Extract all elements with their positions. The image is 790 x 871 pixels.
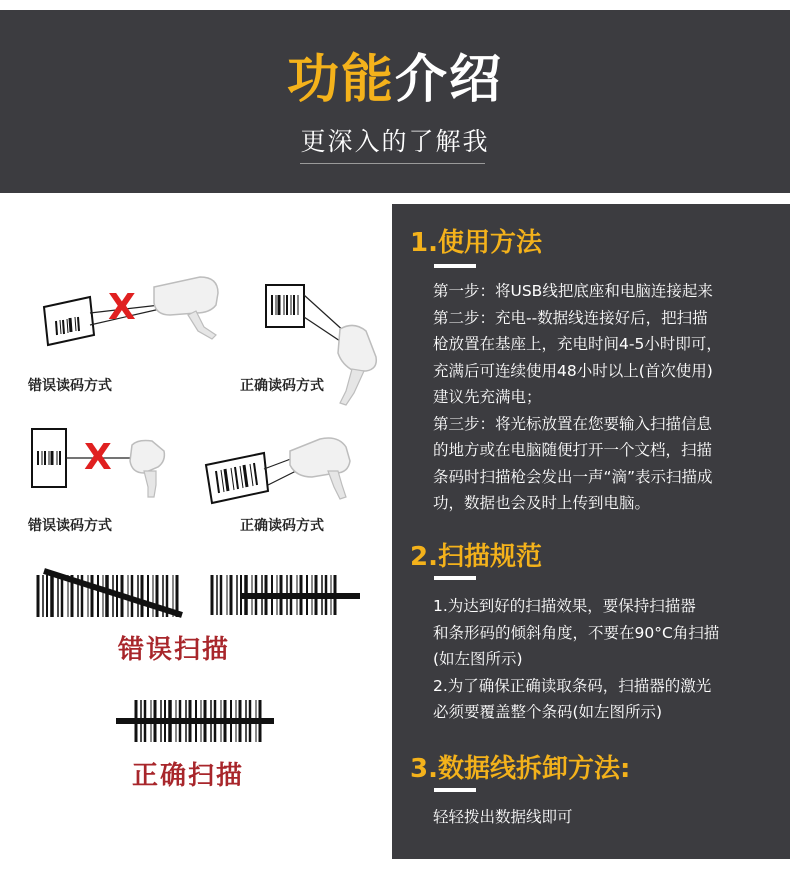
right-scan-barcode xyxy=(116,700,274,742)
section-2-line: 和条形码的倾斜角度，不要在90°C角扫描 xyxy=(433,623,720,642)
right-read-diagram-2 xyxy=(206,438,350,503)
illustration-area xyxy=(20,265,380,825)
section-2-title: 2.扫描规范 xyxy=(410,542,542,572)
section-1-line: 充满后可连续使用48小时以上(首次使用) xyxy=(433,361,713,380)
title-rest: 介绍 xyxy=(395,50,504,110)
section-1-line: 第三步：将光标放置在您要输入扫描信息 xyxy=(433,414,713,433)
caption-wrong-scan: 错误扫描 xyxy=(118,635,231,665)
section-3-line: 轻轻拨出数据线即可 xyxy=(433,808,573,826)
caption-right-read-2: 正确读码方式 xyxy=(240,518,324,534)
wrong-scan-barcode-2 xyxy=(212,575,360,615)
section-1-underline xyxy=(434,264,476,268)
illustration-drawing xyxy=(20,265,380,825)
section-2-line: 1.为达到好的扫描效果，要保持扫描器 xyxy=(433,597,696,615)
section-2-line: 必须要覆盖整个条码(如左图所示) xyxy=(433,703,663,721)
section-1-line: 条码时扫描枪会发出一声“滴”表示扫描成 xyxy=(433,467,713,486)
cross-mark-2: X xyxy=(84,437,112,478)
wrong-scan-barcode xyxy=(38,571,182,617)
section-2-body xyxy=(433,593,783,726)
caption-right-read-1: 正确读码方式 xyxy=(240,378,324,394)
section-1-line: 的地方或在电脑随便打开一个文档，扫描 xyxy=(433,441,713,459)
caption-right-scan: 正确扫描 xyxy=(132,761,245,791)
header-banner xyxy=(0,10,790,193)
section-1-body xyxy=(433,278,783,517)
header-divider xyxy=(300,163,485,164)
section-3-title: 3.数据线拆卸方法: xyxy=(410,754,631,784)
instructions-panel xyxy=(392,204,790,859)
section-1-line: 第一步：将USB线把底座和电脑连接起来 xyxy=(433,282,713,300)
section-1-title: 1.使用方法 xyxy=(410,228,542,258)
caption-wrong-read-2: 错误读码方式 xyxy=(28,518,112,534)
page-title xyxy=(0,48,790,112)
section-2-line: (如左图所示) xyxy=(433,650,523,668)
caption-wrong-read-1: 错误读码方式 xyxy=(28,378,112,394)
section-1-line: 功，数据也会及时上传到电脑。 xyxy=(433,494,651,512)
cross-mark-1: X xyxy=(108,287,136,328)
section-1-line: 第二步：充电--数据线连接好后，把扫描 xyxy=(433,308,708,327)
section-2-line: 2.为了确保正确读取条码，扫描器的激光 xyxy=(433,676,712,695)
page-subtitle: 更深入的了解我 xyxy=(300,127,490,156)
section-1-line: 枪放置在基座上，充电时间4-5小时即可， xyxy=(433,335,722,353)
section-3-body xyxy=(433,804,783,831)
title-highlight: 功能 xyxy=(286,50,395,110)
section-1-line: 建议先充满电； xyxy=(433,388,542,406)
section-2-underline xyxy=(434,576,476,580)
section-3-underline xyxy=(434,788,476,792)
